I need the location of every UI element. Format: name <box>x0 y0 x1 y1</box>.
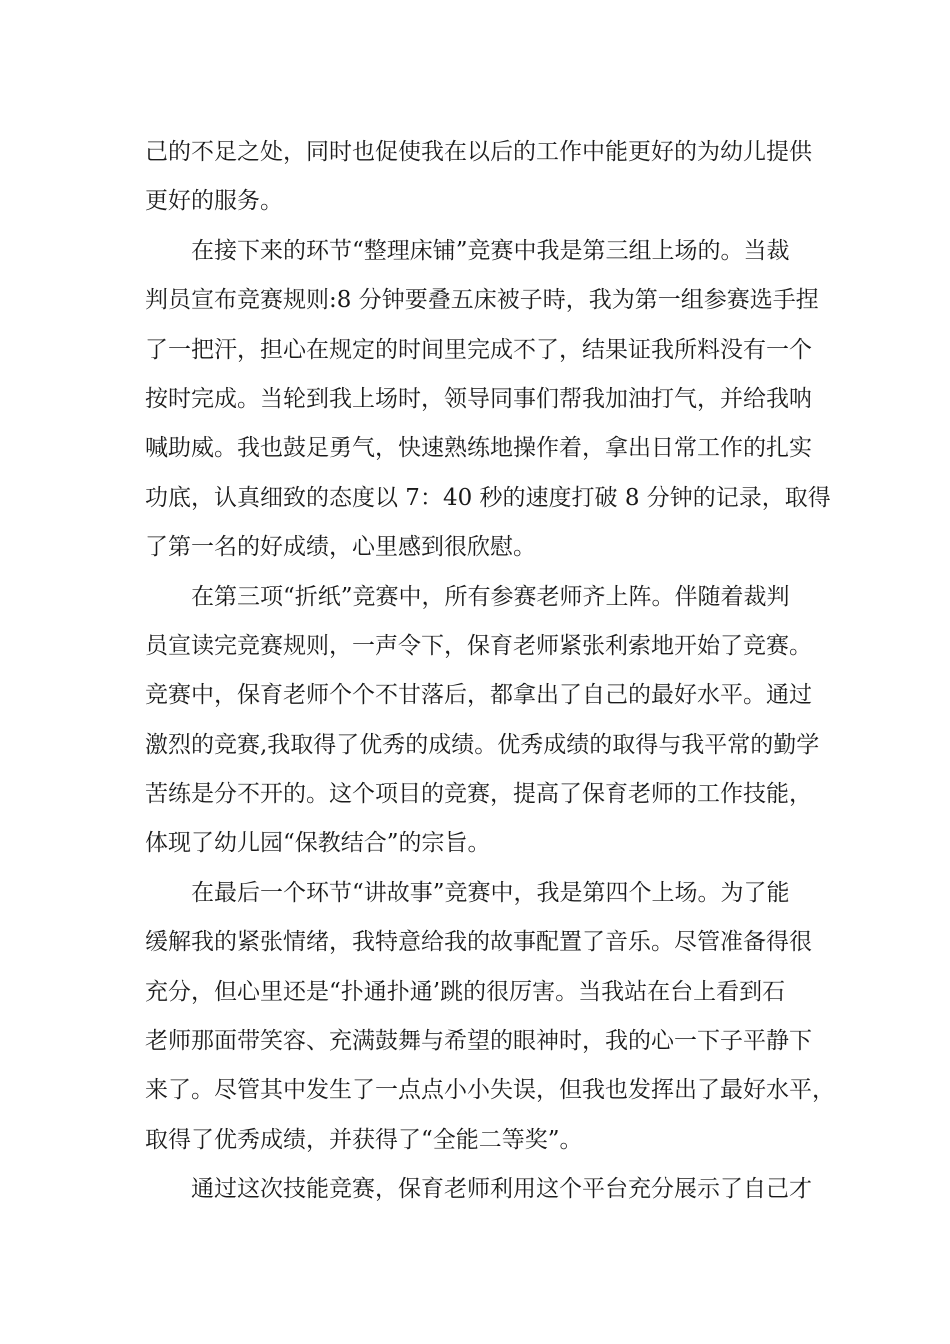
paragraph-first-line: 在第三项“折纸”竞赛中，所有参赛老师齐上阵。伴随着裁判 <box>191 583 790 610</box>
text-line: 缓解我的紧张情绪，我特意给我的故事配置了音乐。尽管准备得很 <box>145 929 812 956</box>
text-line: 体现了幼儿园“保教结合”的宗旨。 <box>145 830 491 857</box>
text-line: 判员宣布竞赛规则:8 分钟要叠五床被子時，我为第一组参赛选手捏 <box>145 287 819 314</box>
text-line: 按时完成。当轮到我上场时，领导同事们帮我加油打气，并给我呐 <box>145 385 812 412</box>
text-line: 激烈的竞赛,我取得了优秀的成绩。优秀成绩的取得与我平常的勤学 <box>145 731 820 758</box>
text-line: 喊助威。我也鼓足勇气，快速熟练地操作着，拿出日常工作的扎实 <box>145 435 812 462</box>
paragraph-first-line: 在最后一个环节“讲故事”竞赛中，我是第四个上场。为了能 <box>191 879 790 906</box>
text-line: 了一把汗，担心在规定的时间里完成不了，结果证我所料没有一个 <box>145 336 812 363</box>
text-line: 老师那面带笑容、充满鼓舞与希望的眼神时，我的心一下子平静下 <box>145 1028 812 1055</box>
text-line: 员宣读完竞赛规则，一声令下，保育老师紧张利索地开始了竞赛。 <box>145 632 812 659</box>
text-line: 己的不足之处，同时也促使我在以后的工作中能更好的为幼儿提供 <box>145 139 812 165</box>
text-line: 竞赛中，保育老师个个不甘落后，都拿出了自己的最好水平。通过 <box>145 682 812 709</box>
body-text <box>145 128 835 1215</box>
paragraph-first-line: 在接下来的环节“整理床铺”竞赛中我是第三组上场的。当裁 <box>191 237 790 264</box>
paragraph-first-line: 通过这次技能竞赛，保育老师利用这个平台充分展示了自己才 <box>191 1176 812 1203</box>
text-line: 来了。尽管其中发生了一点点小小失误，但我也发挥出了最好水平， <box>145 1077 835 1104</box>
text-line: 了第一名的好成绩，心里感到很欣慰。 <box>145 534 536 561</box>
text-line: 取得了优秀成绩，并获得了“全能二等奖”。 <box>145 1126 583 1153</box>
text-line: 功底，认真细致的态度以 7：40 秒的速度打破 8 分钟的记录，取得 <box>145 484 831 511</box>
text-line: 更好的服务。 <box>145 188 283 215</box>
text-line: 充分，但心里还是“扑通扑通’跳的很厉害。当我站在台上看到石 <box>145 978 786 1005</box>
text-line: 苦练是分不开的。这个项目的竞赛，提高了保育老师的工作技能， <box>145 781 812 808</box>
